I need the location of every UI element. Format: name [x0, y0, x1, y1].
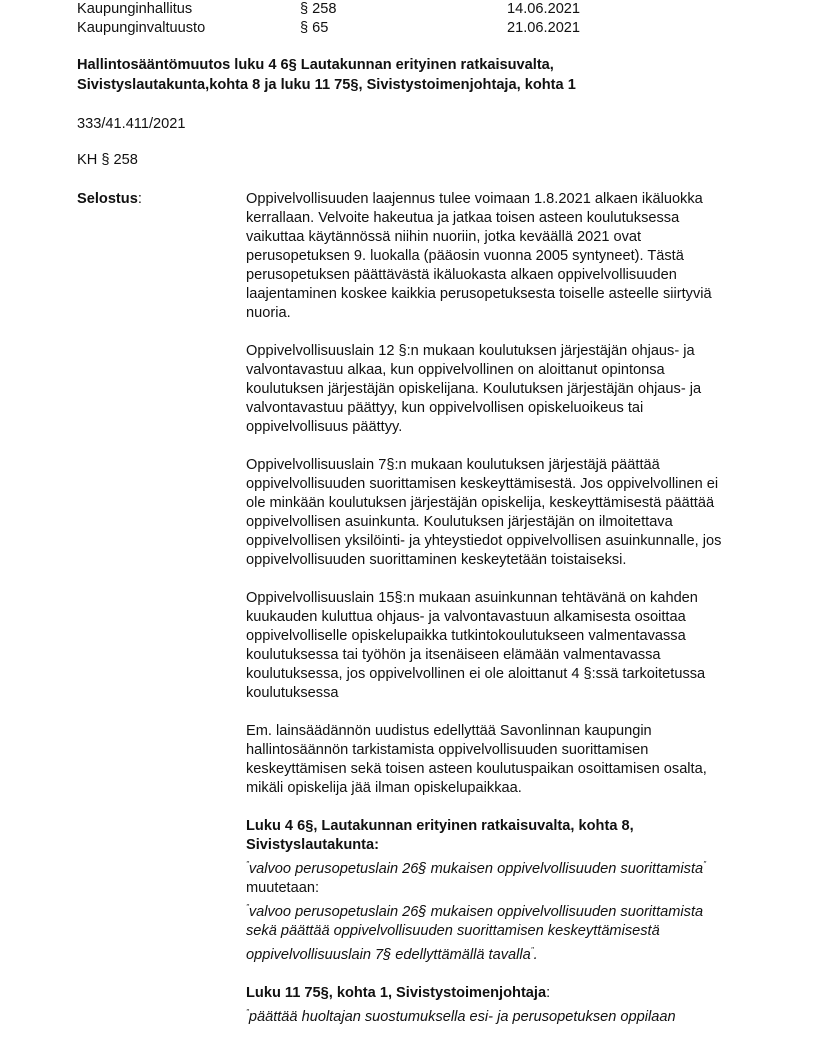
- section-luku-4-title: Luku 4 6§, Lautakunnan erityinen ratkaisuvalta, kohta 8, Sivistyslautakunta:: [246, 818, 634, 853]
- selostus-label: [77, 190, 142, 208]
- meta-paragraph: § 65: [300, 20, 329, 36]
- new-text-end: .: [533, 946, 538, 963]
- subject-heading: [77, 56, 697, 95]
- section-luku-11-text: [246, 1003, 736, 1027]
- paragraph-3: Oppivelvollisuuslain 7§:n mukaan koulutuksen järjestäjä päättää oppivelvollisuuden suorittamisen keskeyttämisestä. Jos oppivelvollinen ei ole minkään koulutuksen järjestäjän opiskelija, keskeyttämisestä päättää oppivelvollisen asuinkunta. Koulutuksen järjestäjän on ilmoitettava oppivelvollisen yksilöinti- ja yhteystiedot oppivelvollisen asuinkunnalle, jos oppivelvollisuuden suorittaminen keskeytetään toistaiseksi.: [246, 457, 722, 568]
- section-luku-11-title: [246, 984, 736, 1003]
- luku-11-text: päättää huoltajan suostumuksella esi- ja perusopetuksen oppilaan: [248, 1008, 676, 1025]
- selostus-content: [246, 190, 736, 1045]
- subject-line-1: Hallintosääntömuutos luku 4 6§ Lautakunnan erityinen ratkaisuvalta,: [77, 57, 554, 73]
- reference: KH § 258: [77, 152, 138, 168]
- section-luku-4-old-text: [246, 855, 736, 879]
- meta-paragraph: § 258: [300, 1, 337, 17]
- section-luku-4: [246, 817, 736, 965]
- meta-body: Kaupunginhallitus: [77, 1, 193, 17]
- selostus-label-text: Selostus: [77, 191, 138, 207]
- paragraph-5: Em. lainsäädännön uudistus edellyttää Savonlinnan kaupungin hallintosäännön tarkistamista oppivelvollisuuden suorittamisen keskeyttämisen sekä toisen asteen koulutuspaikan osoittamisen osalta, mikäli opiskelija jää ilman opiskelupaikkaa.: [246, 723, 707, 796]
- section-luku-11: [246, 984, 736, 1027]
- selostus-colon: :: [137, 191, 142, 207]
- quote-mark: ": [246, 902, 249, 912]
- meta-date: 14.06.2021: [507, 1, 581, 17]
- new-text: valvoo perusopetuslain 26§ mukaisen oppivelvollisuuden suorittamista sekä päättää oppivelvollisuuden suorittamisen keskeyttämisestä oppivelvollisuuslain 7§ edellyttämällä tavalla: [246, 903, 704, 963]
- section-luku-4-change-label: muutetaan:: [246, 879, 320, 896]
- meta-body: Kaupunginvaltuusto: [77, 20, 206, 36]
- paragraph-2: Oppivelvollisuuslain 12 §:n mukaan koulutuksen järjestäjän ohjaus- ja valvontavastuu alkaa, kun oppivelvollinen on aloittanut opintonsa koulutuksen järjestäjän opiskelijana. Koulutuksen järjestäjän ohjaus- ja valvontavastuu päättyy, kun oppivelvollisen opiskeluoikeus tai oppivelvollisuus päättyy.: [246, 343, 702, 435]
- quote-mark: ": [246, 1007, 249, 1017]
- record-number: 333/41.411/2021: [77, 116, 186, 132]
- quote-mark: ": [530, 945, 534, 955]
- quote-mark: ": [703, 860, 706, 869]
- paragraph-4: Oppivelvollisuuslain 15§:n mukaan asuinkunnan tehtävänä on kahden kuukauden kuluttua ohjaus- ja valvontavastuun alkamisesta osoittaa oppivelvolliselle opiskelupaikka tutkintokoulutukseen valmentavassa koulutuksessa tai työhön ja itsenäiseen elämään valmentavassa koulutuksessa, jos oppivelvollinen ei ole aloittanut 4 §:ssä tarkoitetussa koulutuksessa: [246, 590, 706, 701]
- subject-line-2: Sivistyslautakunta,kohta 8 ja luku 11 75§, Sivistystoimenjohtaja, kohta 1: [77, 76, 576, 93]
- section-luku-4-new-text: [246, 898, 736, 965]
- paragraph-1: Oppivelvollisuuden laajennus tulee voimaan 1.8.2021 alkaen ikäluokka kerrallaan. Velvoite hakeutua ja jatkaa toisen asteen koulutuksessa vaikuttaa käytännössä niihin nuoriin, jotka keväällä 2021 ovat perusopetuksen 9. luokalla (pääosin vuonna 2005 syntyneet). Tästä perusopetuksen päättävästä ikäluokasta alkaen oppivelvollisuuden laajentaminen koskee kaikkia perusopetuksesta toiselle asteelle siirtyviä nuoria.: [246, 191, 712, 321]
- section-luku-11-title-text: Luku 11 75§, kohta 1, Sivistystoimenjohtaja: [246, 984, 547, 1001]
- meta-date: 21.06.2021: [507, 20, 581, 36]
- quote-mark: ": [246, 860, 249, 869]
- old-text: valvoo perusopetuslain 26§ mukaisen oppivelvollisuuden suorittamista: [248, 860, 704, 877]
- section-luku-11-title-colon: :: [546, 984, 551, 1001]
